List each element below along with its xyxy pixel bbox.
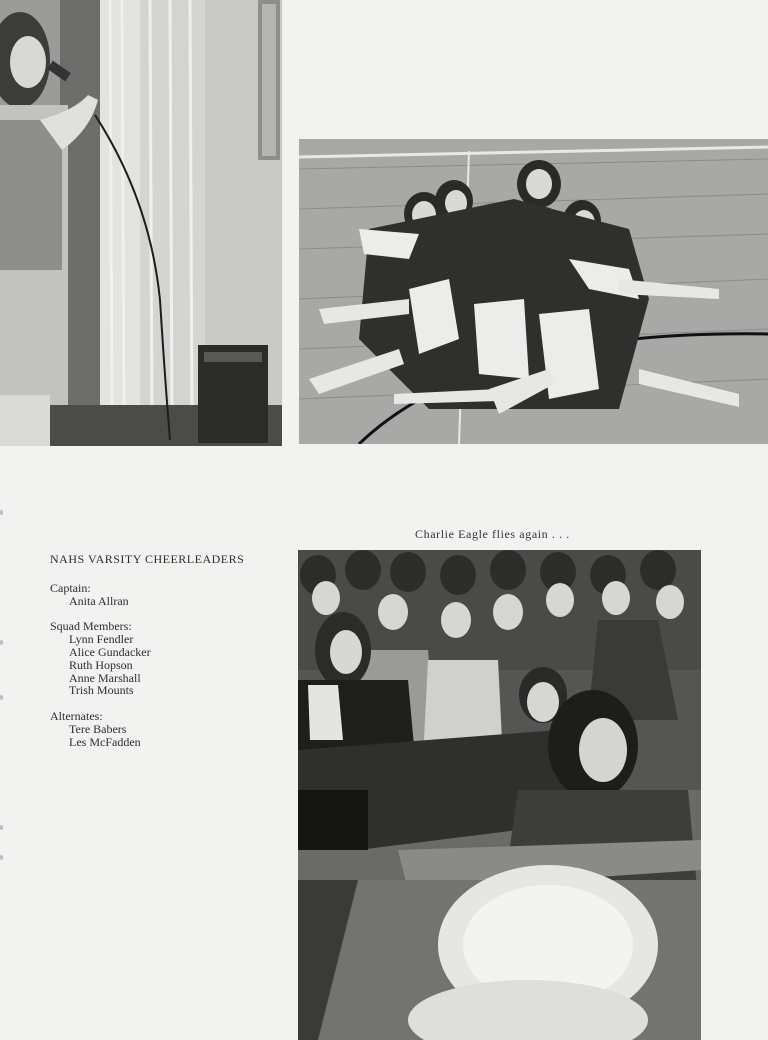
photo-caption: Charlie Eagle flies again . . . — [415, 527, 570, 541]
squad-member: Lynn Fendler — [69, 632, 134, 647]
squad-member: Anne Marshall — [69, 670, 141, 685]
crowd-photo — [298, 550, 701, 1040]
cheerleaders-photo — [299, 139, 768, 444]
captain-name: Anita Allran — [69, 593, 129, 608]
binder-hole — [0, 695, 3, 700]
alternates-label: Alternates: — [50, 709, 103, 724]
captain-label: Captain: — [50, 580, 91, 595]
alternates-group — [50, 710, 280, 748]
squad-member: Trish Mounts — [69, 683, 134, 698]
binder-hole — [0, 640, 3, 645]
binder-hole — [0, 825, 3, 830]
singer-photo — [0, 0, 282, 446]
squad-label: Squad Members: — [50, 619, 132, 634]
alternate-member: Les McFadden — [69, 734, 141, 749]
squad-group — [50, 620, 280, 697]
binder-hole — [0, 510, 3, 515]
alternate-member: Tere Babers — [69, 721, 127, 736]
cheerleader-roster — [50, 553, 280, 762]
squad-member: Ruth Hopson — [69, 657, 133, 672]
binder-hole — [0, 855, 3, 860]
captain-group — [50, 582, 280, 608]
roster-heading: NAHS VARSITY CHEERLEADERS — [50, 552, 245, 566]
squad-member: Alice Gundacker — [69, 644, 151, 659]
